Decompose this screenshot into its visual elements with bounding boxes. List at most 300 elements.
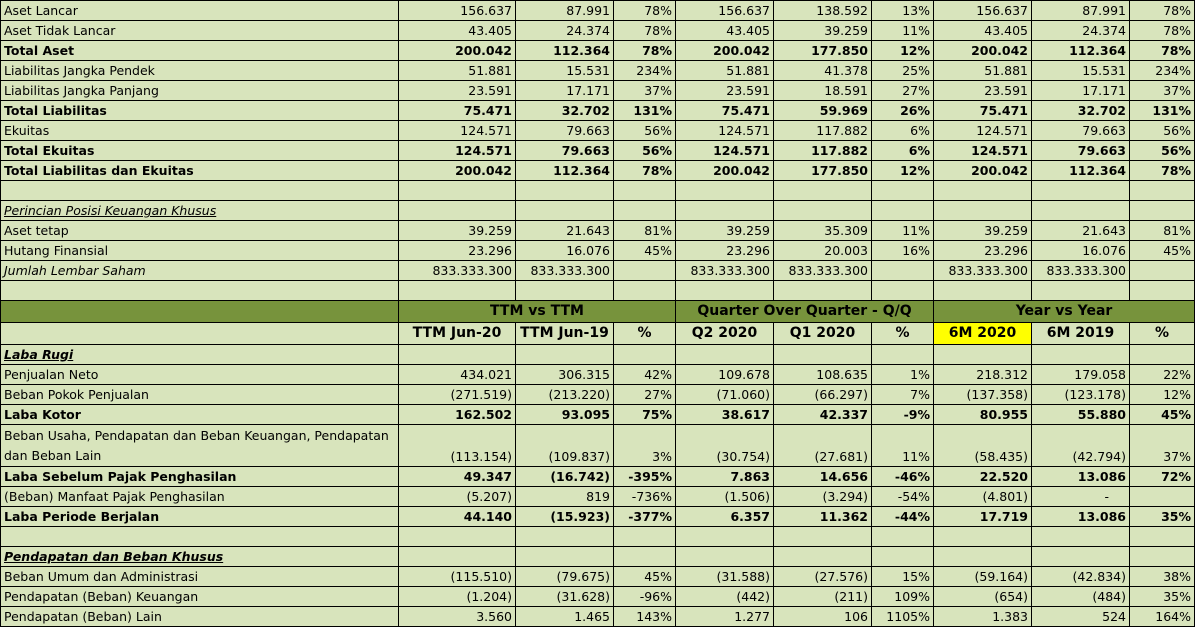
value-cell: 51.881 — [399, 61, 516, 81]
empty-cell — [774, 201, 872, 221]
percent-cell — [1130, 487, 1195, 507]
empty-cell — [399, 547, 516, 567]
value-cell: 200.042 — [399, 41, 516, 61]
table-row — [1, 101, 1195, 121]
section-income — [1, 345, 1195, 365]
percent-cell: 25% — [872, 61, 934, 81]
section-special-position — [1, 201, 1195, 221]
value-cell: 75.471 — [934, 101, 1032, 121]
empty-cell — [774, 547, 872, 567]
value-cell: 124.571 — [934, 121, 1032, 141]
empty-cell — [872, 345, 934, 365]
percent-cell: -96% — [614, 587, 676, 607]
empty-cell — [872, 201, 934, 221]
value-cell: 39.259 — [399, 221, 516, 241]
value-cell: 524 — [1032, 607, 1130, 627]
section-special-income — [1, 547, 1195, 567]
value-cell: 41.378 — [774, 61, 872, 81]
percent-cell: 12% — [872, 161, 934, 181]
value-cell: 75.471 — [399, 101, 516, 121]
empty-cell — [1, 323, 399, 345]
column-group-label: Year vs Year — [934, 301, 1195, 323]
percent-cell: 234% — [1130, 61, 1195, 81]
value-cell: 833.333.300 — [934, 261, 1032, 281]
empty-cell — [1032, 201, 1130, 221]
empty-cell — [774, 281, 872, 301]
row-label: (Beban) Manfaat Pajak Penghasilan — [1, 487, 399, 507]
value-cell: 24.374 — [1032, 21, 1130, 41]
value-cell: 21.643 — [1032, 221, 1130, 241]
value-cell: 55.880 — [1032, 405, 1130, 425]
table-row — [1, 81, 1195, 101]
percent-cell: -736% — [614, 487, 676, 507]
value-cell: 200.042 — [676, 161, 774, 181]
section-title: Pendapatan dan Beban Khusus — [4, 549, 224, 564]
column-header: TTM Jun-19 — [516, 323, 614, 345]
empty-cell — [1130, 281, 1195, 301]
empty-cell — [399, 345, 516, 365]
value-cell: 32.702 — [1032, 101, 1130, 121]
table-body — [1, 1, 1195, 627]
value-cell: 156.637 — [399, 1, 516, 21]
value-cell: 35.309 — [774, 221, 872, 241]
percent-cell: 3% — [614, 425, 676, 467]
value-cell: (3.294) — [774, 487, 872, 507]
value-cell: 79.663 — [516, 141, 614, 161]
table-row — [1, 425, 1195, 467]
empty-cell — [516, 547, 614, 567]
percent-cell: 42% — [614, 365, 676, 385]
percent-cell: 78% — [1130, 41, 1195, 61]
value-cell: (137.358) — [934, 385, 1032, 405]
percent-cell: 131% — [1130, 101, 1195, 121]
row-label: Liabilitas Jangka Pendek — [1, 61, 399, 81]
value-cell: (16.742) — [516, 467, 614, 487]
row-label: Penjualan Neto — [1, 365, 399, 385]
empty-cell — [1032, 527, 1130, 547]
empty-cell — [872, 527, 934, 547]
value-cell: 23.591 — [399, 81, 516, 101]
value-cell: 218.312 — [934, 365, 1032, 385]
section-title-cell — [1, 201, 399, 221]
value-cell: 44.140 — [399, 507, 516, 527]
value-cell: 93.095 — [516, 405, 614, 425]
value-cell: 79.663 — [1032, 141, 1130, 161]
empty-cell — [872, 547, 934, 567]
value-cell: 1.465 — [516, 607, 614, 627]
column-header-row — [1, 323, 1195, 345]
value-cell: (15.923) — [516, 507, 614, 527]
value-cell: 38.617 — [676, 405, 774, 425]
value-cell: 1.277 — [676, 607, 774, 627]
value-cell: 124.571 — [934, 141, 1032, 161]
empty-cell — [1, 301, 399, 323]
value-cell: 117.882 — [774, 141, 872, 161]
section-title-cell — [1, 345, 399, 365]
value-cell: 75.471 — [676, 101, 774, 121]
empty-cell — [1, 181, 399, 201]
percent-cell: 26% — [872, 101, 934, 121]
value-cell: 112.364 — [516, 161, 614, 181]
value-cell: 833.333.300 — [516, 261, 614, 281]
value-cell: 434.021 — [399, 365, 516, 385]
value-cell: 23.591 — [934, 81, 1032, 101]
value-cell: 49.347 — [399, 467, 516, 487]
value-cell: 39.259 — [774, 21, 872, 41]
empty-cell — [399, 201, 516, 221]
value-cell: (59.164) — [934, 567, 1032, 587]
empty-cell — [614, 547, 676, 567]
row-label: Aset Lancar — [1, 1, 399, 21]
section-title: Perincian Posisi Keuangan Khusus — [4, 203, 217, 218]
table-row — [1, 507, 1195, 527]
row-label: Total Aset — [1, 41, 399, 61]
value-cell: 177.850 — [774, 161, 872, 181]
value-cell: 833.333.300 — [1032, 261, 1130, 281]
percent-cell: 78% — [614, 41, 676, 61]
percent-cell: 78% — [1130, 21, 1195, 41]
empty-cell — [774, 527, 872, 547]
percent-cell: 78% — [614, 1, 676, 21]
value-cell: 16.076 — [516, 241, 614, 261]
row-label: Beban Pokok Penjualan — [1, 385, 399, 405]
value-cell: 124.571 — [676, 141, 774, 161]
value-cell: 124.571 — [399, 121, 516, 141]
percent-cell: 6% — [872, 121, 934, 141]
percent-cell: 56% — [614, 141, 676, 161]
percent-cell: 1105% — [872, 607, 934, 627]
percent-cell: 12% — [872, 41, 934, 61]
value-cell: (31.628) — [516, 587, 614, 607]
value-cell: (30.754) — [676, 425, 774, 467]
percent-cell: 15% — [872, 567, 934, 587]
percent-cell: 78% — [614, 161, 676, 181]
value-cell: 43.405 — [399, 21, 516, 41]
value-cell: 6.357 — [676, 507, 774, 527]
percent-cell: 45% — [1130, 241, 1195, 261]
empty-cell — [676, 181, 774, 201]
percent-cell: 81% — [1130, 221, 1195, 241]
empty-cell — [1, 527, 399, 547]
value-cell: 22.520 — [934, 467, 1032, 487]
percent-cell: 56% — [614, 121, 676, 141]
row-label: Total Ekuitas — [1, 141, 399, 161]
percent-cell: 13% — [872, 1, 934, 21]
empty-cell — [1130, 181, 1195, 201]
section-title: Laba Rugi — [4, 347, 74, 362]
empty-cell — [1032, 281, 1130, 301]
column-group-header — [1, 301, 1195, 323]
percent-cell: 37% — [1130, 425, 1195, 467]
row-label: Total Liabilitas dan Ekuitas — [1, 161, 399, 181]
value-cell: 200.042 — [934, 161, 1032, 181]
value-cell: 14.656 — [774, 467, 872, 487]
value-cell: (109.837) — [516, 425, 614, 467]
percent-cell: 12% — [1130, 385, 1195, 405]
row-label: Aset tetap — [1, 221, 399, 241]
table-row — [1, 487, 1195, 507]
value-cell: 124.571 — [676, 121, 774, 141]
table-row — [1, 221, 1195, 241]
row-label: Ekuitas — [1, 121, 399, 141]
value-cell: 156.637 — [676, 1, 774, 21]
empty-cell — [614, 527, 676, 547]
percent-cell: 6% — [872, 141, 934, 161]
value-cell: 51.881 — [934, 61, 1032, 81]
percent-cell: 16% — [872, 241, 934, 261]
value-cell: 200.042 — [676, 41, 774, 61]
value-cell: 43.405 — [676, 21, 774, 41]
empty-cell — [872, 281, 934, 301]
value-cell: 179.058 — [1032, 365, 1130, 385]
percent-cell: 11% — [872, 221, 934, 241]
percent-cell: 35% — [1130, 507, 1195, 527]
value-cell: (71.060) — [676, 385, 774, 405]
percent-cell: 45% — [614, 241, 676, 261]
empty-cell — [614, 181, 676, 201]
percent-cell: -54% — [872, 487, 934, 507]
value-cell: 87.991 — [516, 1, 614, 21]
percent-cell — [614, 261, 676, 281]
value-cell: 124.571 — [399, 141, 516, 161]
percent-cell: 234% — [614, 61, 676, 81]
table-row — [1, 161, 1195, 181]
empty-cell — [614, 345, 676, 365]
table-row — [1, 141, 1195, 161]
row-label: Hutang Finansial — [1, 241, 399, 261]
value-cell: 13.086 — [1032, 467, 1130, 487]
empty-cell — [516, 345, 614, 365]
empty-cell — [1032, 345, 1130, 365]
percent-cell: 22% — [1130, 365, 1195, 385]
value-cell: 20.003 — [774, 241, 872, 261]
percent-cell: -44% — [872, 507, 934, 527]
value-cell: 833.333.300 — [774, 261, 872, 281]
value-cell: 109.678 — [676, 365, 774, 385]
empty-cell — [399, 281, 516, 301]
value-cell: (115.510) — [399, 567, 516, 587]
value-cell: (271.519) — [399, 385, 516, 405]
column-group-label: Quarter Over Quarter - Q/Q — [676, 301, 934, 323]
value-cell: 833.333.300 — [399, 261, 516, 281]
empty-cell — [676, 527, 774, 547]
percent-cell: 11% — [872, 425, 934, 467]
empty-cell — [934, 281, 1032, 301]
table-row — [1, 607, 1195, 627]
empty-cell — [676, 201, 774, 221]
percent-cell — [872, 261, 934, 281]
row-label: Beban Umum dan Administrasi — [1, 567, 399, 587]
column-group-label: TTM vs TTM — [399, 301, 676, 323]
percent-cell: 75% — [614, 405, 676, 425]
value-cell: 23.296 — [934, 241, 1032, 261]
value-cell: (5.207) — [399, 487, 516, 507]
value-cell: (654) — [934, 587, 1032, 607]
value-cell: 138.592 — [774, 1, 872, 21]
percent-cell: 38% — [1130, 567, 1195, 587]
value-cell: (484) — [1032, 587, 1130, 607]
row-label: Laba Periode Berjalan — [1, 507, 399, 527]
value-cell: 177.850 — [774, 41, 872, 61]
percent-cell: 37% — [1130, 81, 1195, 101]
empty-cell — [1130, 201, 1195, 221]
table-row — [1, 1, 1195, 21]
percent-cell: -395% — [614, 467, 676, 487]
empty-cell — [1130, 527, 1195, 547]
value-cell: 200.042 — [399, 161, 516, 181]
percent-cell: 81% — [614, 221, 676, 241]
row-label: Total Liabilitas — [1, 101, 399, 121]
value-cell: (442) — [676, 587, 774, 607]
value-cell: (113.154) — [399, 425, 516, 467]
empty-cell — [676, 281, 774, 301]
section-title-cell — [1, 547, 399, 567]
value-cell: 23.296 — [676, 241, 774, 261]
value-cell: 106 — [774, 607, 872, 627]
column-header: TTM Jun-20 — [399, 323, 516, 345]
value-cell: 17.171 — [1032, 81, 1130, 101]
percent-cell: 143% — [614, 607, 676, 627]
percent-cell: 27% — [614, 385, 676, 405]
value-cell: 18.591 — [774, 81, 872, 101]
column-header: 6M 2019 — [1032, 323, 1130, 345]
spacer-row — [1, 527, 1195, 547]
value-cell: 1.383 — [934, 607, 1032, 627]
value-cell: (1.204) — [399, 587, 516, 607]
value-cell: 11.362 — [774, 507, 872, 527]
value-cell: - — [1032, 487, 1130, 507]
table-row — [1, 365, 1195, 385]
value-cell: (79.675) — [516, 567, 614, 587]
percent-cell: 164% — [1130, 607, 1195, 627]
empty-cell — [934, 527, 1032, 547]
column-header: % — [1130, 323, 1195, 345]
table-row — [1, 241, 1195, 261]
value-cell: 23.591 — [676, 81, 774, 101]
percent-cell: 7% — [872, 385, 934, 405]
value-cell: (27.681) — [774, 425, 872, 467]
value-cell: 819 — [516, 487, 614, 507]
value-cell: 39.259 — [676, 221, 774, 241]
empty-cell — [516, 201, 614, 221]
value-cell: 15.531 — [516, 61, 614, 81]
empty-cell — [516, 281, 614, 301]
empty-cell — [934, 181, 1032, 201]
value-cell: (211) — [774, 587, 872, 607]
value-cell: 112.364 — [1032, 41, 1130, 61]
percent-cell: 72% — [1130, 467, 1195, 487]
row-label: Pendapatan (Beban) Lain — [1, 607, 399, 627]
value-cell: 24.374 — [516, 21, 614, 41]
empty-cell — [516, 527, 614, 547]
column-header: % — [614, 323, 676, 345]
value-cell: 200.042 — [934, 41, 1032, 61]
value-cell: 117.882 — [774, 121, 872, 141]
row-label: Laba Kotor — [1, 405, 399, 425]
spacer-row — [1, 181, 1195, 201]
value-cell: 43.405 — [934, 21, 1032, 41]
empty-cell — [1130, 547, 1195, 567]
value-cell: 17.719 — [934, 507, 1032, 527]
value-cell: 51.881 — [676, 61, 774, 81]
value-cell: (4.801) — [934, 487, 1032, 507]
value-cell: (66.297) — [774, 385, 872, 405]
percent-cell: 56% — [1130, 121, 1195, 141]
percent-cell: 131% — [614, 101, 676, 121]
empty-cell — [934, 345, 1032, 365]
value-cell: 23.296 — [399, 241, 516, 261]
percent-cell: -9% — [872, 405, 934, 425]
value-cell: 79.663 — [516, 121, 614, 141]
value-cell: 15.531 — [1032, 61, 1130, 81]
table-row — [1, 587, 1195, 607]
table-row — [1, 21, 1195, 41]
value-cell: 3.560 — [399, 607, 516, 627]
value-cell: 112.364 — [1032, 161, 1130, 181]
table-row — [1, 41, 1195, 61]
percent-cell: 27% — [872, 81, 934, 101]
table-row — [1, 567, 1195, 587]
table-row — [1, 405, 1195, 425]
table-row — [1, 121, 1195, 141]
empty-cell — [614, 201, 676, 221]
value-cell: (1.506) — [676, 487, 774, 507]
empty-cell — [1130, 345, 1195, 365]
column-header: 6M 2020 — [934, 323, 1032, 345]
value-cell: (213.220) — [516, 385, 614, 405]
row-label: Laba Sebelum Pajak Penghasilan — [1, 467, 399, 487]
spacer-row — [1, 281, 1195, 301]
empty-cell — [1, 281, 399, 301]
empty-cell — [676, 345, 774, 365]
value-cell: 80.955 — [934, 405, 1032, 425]
row-label: Liabilitas Jangka Panjang — [1, 81, 399, 101]
value-cell: (42.794) — [1032, 425, 1130, 467]
value-cell: 108.635 — [774, 365, 872, 385]
percent-cell: 1% — [872, 365, 934, 385]
value-cell: 306.315 — [516, 365, 614, 385]
empty-cell — [1032, 181, 1130, 201]
value-cell: 39.259 — [934, 221, 1032, 241]
percent-cell: -46% — [872, 467, 934, 487]
table-row — [1, 261, 1195, 281]
value-cell: 112.364 — [516, 41, 614, 61]
value-cell: 59.969 — [774, 101, 872, 121]
empty-cell — [516, 181, 614, 201]
table-row — [1, 385, 1195, 405]
percent-cell: 45% — [1130, 405, 1195, 425]
row-label: Jumlah Lembar Saham — [1, 261, 399, 281]
value-cell: 32.702 — [516, 101, 614, 121]
percent-cell: 78% — [614, 21, 676, 41]
value-cell: 42.337 — [774, 405, 872, 425]
percent-cell — [1130, 261, 1195, 281]
percent-cell: 109% — [872, 587, 934, 607]
percent-cell: 78% — [1130, 1, 1195, 21]
table-row — [1, 61, 1195, 81]
empty-cell — [1032, 547, 1130, 567]
value-cell: 16.076 — [1032, 241, 1130, 261]
percent-cell: 56% — [1130, 141, 1195, 161]
empty-cell — [614, 281, 676, 301]
row-label: Pendapatan (Beban) Keuangan — [1, 587, 399, 607]
value-cell: (123.178) — [1032, 385, 1130, 405]
value-cell: 833.333.300 — [676, 261, 774, 281]
value-cell: (27.576) — [774, 567, 872, 587]
percent-cell: 11% — [872, 21, 934, 41]
empty-cell — [774, 345, 872, 365]
value-cell: 87.991 — [1032, 1, 1130, 21]
